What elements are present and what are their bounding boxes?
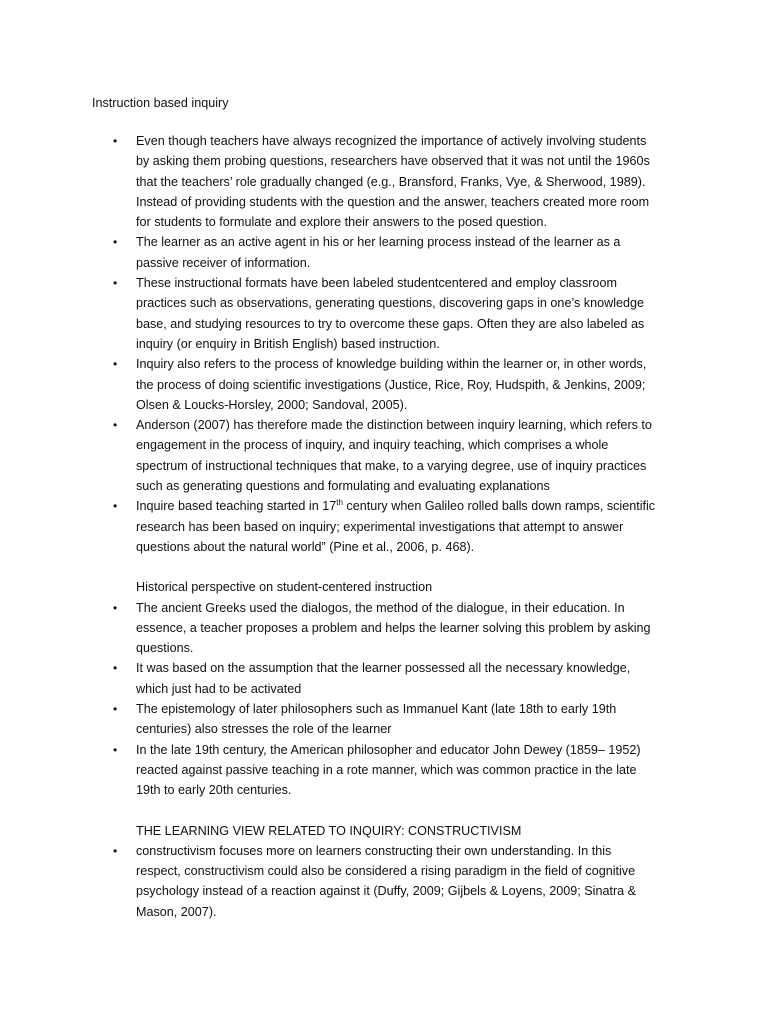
bullet-icon: • xyxy=(113,357,118,372)
bullet-item xyxy=(92,598,658,659)
ordinal-superscript: th xyxy=(336,498,343,508)
bullet-text: In the late 19th century, the American philosopher and educator John Dewey (1859– 1952) reacted against passive teaching in a rote manner, which was common practice in the late 19th to early 20th centuries. xyxy=(136,742,641,798)
bullet-icon: • xyxy=(113,843,118,858)
bullet-icon: • xyxy=(113,499,118,514)
bullet-text-after: century when Galileo rolled balls down ramps, scientific research has been based on inquiry; experimental investigations that attempt to answer questions about the natural world” (Pine et al., 2006, p. 468). xyxy=(136,499,656,554)
bullet-text: These instructional formats have been labeled studentcentered and employ classroom practices such as observations, generating questions, discovering gaps in one’s knowledge base, and studying resources to try to overcome these gaps. Often they are also labeled as inquiry (or enquiry in British English) based instruction. xyxy=(136,276,645,351)
section-2-heading: Historical perspective on student-centered instruction xyxy=(136,580,433,595)
bullet-icon: • xyxy=(113,276,118,291)
bullet-text: Anderson (2007) has therefore made the distinction between inquiry learning, which refers to engagement in the process of inquiry, and inquiry teaching, which comprises a whole spectrum of instructional techniques that make, to a varying degree, use of inquiry practices such as generating questions and formulating and evaluating explanations xyxy=(136,418,652,494)
bullet-item xyxy=(92,131,658,232)
bullet-item xyxy=(92,699,658,740)
bullet-icon: • xyxy=(113,600,118,615)
bullet-text: The ancient Greeks used the dialogos, the method of the dialogue, in their education. In essence, a teacher proposes a problem and helps the learner solving this problem by asking questions. xyxy=(136,600,651,656)
bullet-item xyxy=(92,273,658,354)
document-title: Instruction based inquiry xyxy=(92,96,229,110)
bullet-icon: • xyxy=(113,742,118,757)
bullet-item xyxy=(92,841,658,922)
bullet-text: constructivism focuses more on learners constructing their own understanding. In this respect, constructivism could also be considered a rising paradigm in the field of cognitive psychology instead of a reaction against it (Duffy, 2009; Gijbels & Loyens, 2009; Sinatra & Mason, 2007). xyxy=(136,843,637,919)
bullet-text: The epistemology of later philosophers such as Immanuel Kant (late 18th to early 19th centuries) also stresses the role of the learner xyxy=(136,702,617,737)
bullet-text: Inquiry also refers to the process of knowledge building within the learner or, in other words, the process of doing scientific investigations (Justice, Rice, Roy, Hudspith, & Jenkins, 2009; Olsen & Loucks-Horsley, 2000; Sandoval, 2005). xyxy=(136,357,647,412)
bullet-icon: • xyxy=(113,702,118,717)
bullet-text: The learner as an active agent in his or her learning process instead of the learner as a passive receiver of information. xyxy=(136,235,621,270)
bullet-icon: • xyxy=(113,235,118,250)
section-3-bullets xyxy=(92,841,658,922)
bullet-item-galileo xyxy=(92,496,658,557)
bullet-text: Even though teachers have always recognized the importance of actively involving students by asking them probing questions, researchers have observed that it was not until the 1960s that the teachers’ role gradually changed (e.g., Bransford, Franks, Vye, & Sherwood, 1989). Instead of providing students with the question and the answer, teachers created more room for students to formulate and explore their answers to the posed question. xyxy=(136,134,650,230)
section-2-bullets xyxy=(92,598,658,801)
bullet-icon: • xyxy=(113,661,118,676)
section-3-heading: THE LEARNING VIEW RELATED TO INQUIRY: CONSTRUCTIVISM xyxy=(136,823,522,838)
bullet-item xyxy=(92,415,658,496)
bullet-text: It was based on the assumption that the learner possessed all the necessary knowledge, which just had to be activated xyxy=(136,661,631,696)
bullet-item xyxy=(92,658,658,699)
bullet-text-before: Inquire based teaching started in 17 xyxy=(136,499,337,514)
bullet-item xyxy=(92,232,658,273)
section-1-bullets xyxy=(92,131,658,557)
bullet-item xyxy=(92,740,658,801)
bullet-item xyxy=(92,354,658,415)
bullet-icon: • xyxy=(113,134,118,148)
bullet-icon: • xyxy=(113,418,118,433)
